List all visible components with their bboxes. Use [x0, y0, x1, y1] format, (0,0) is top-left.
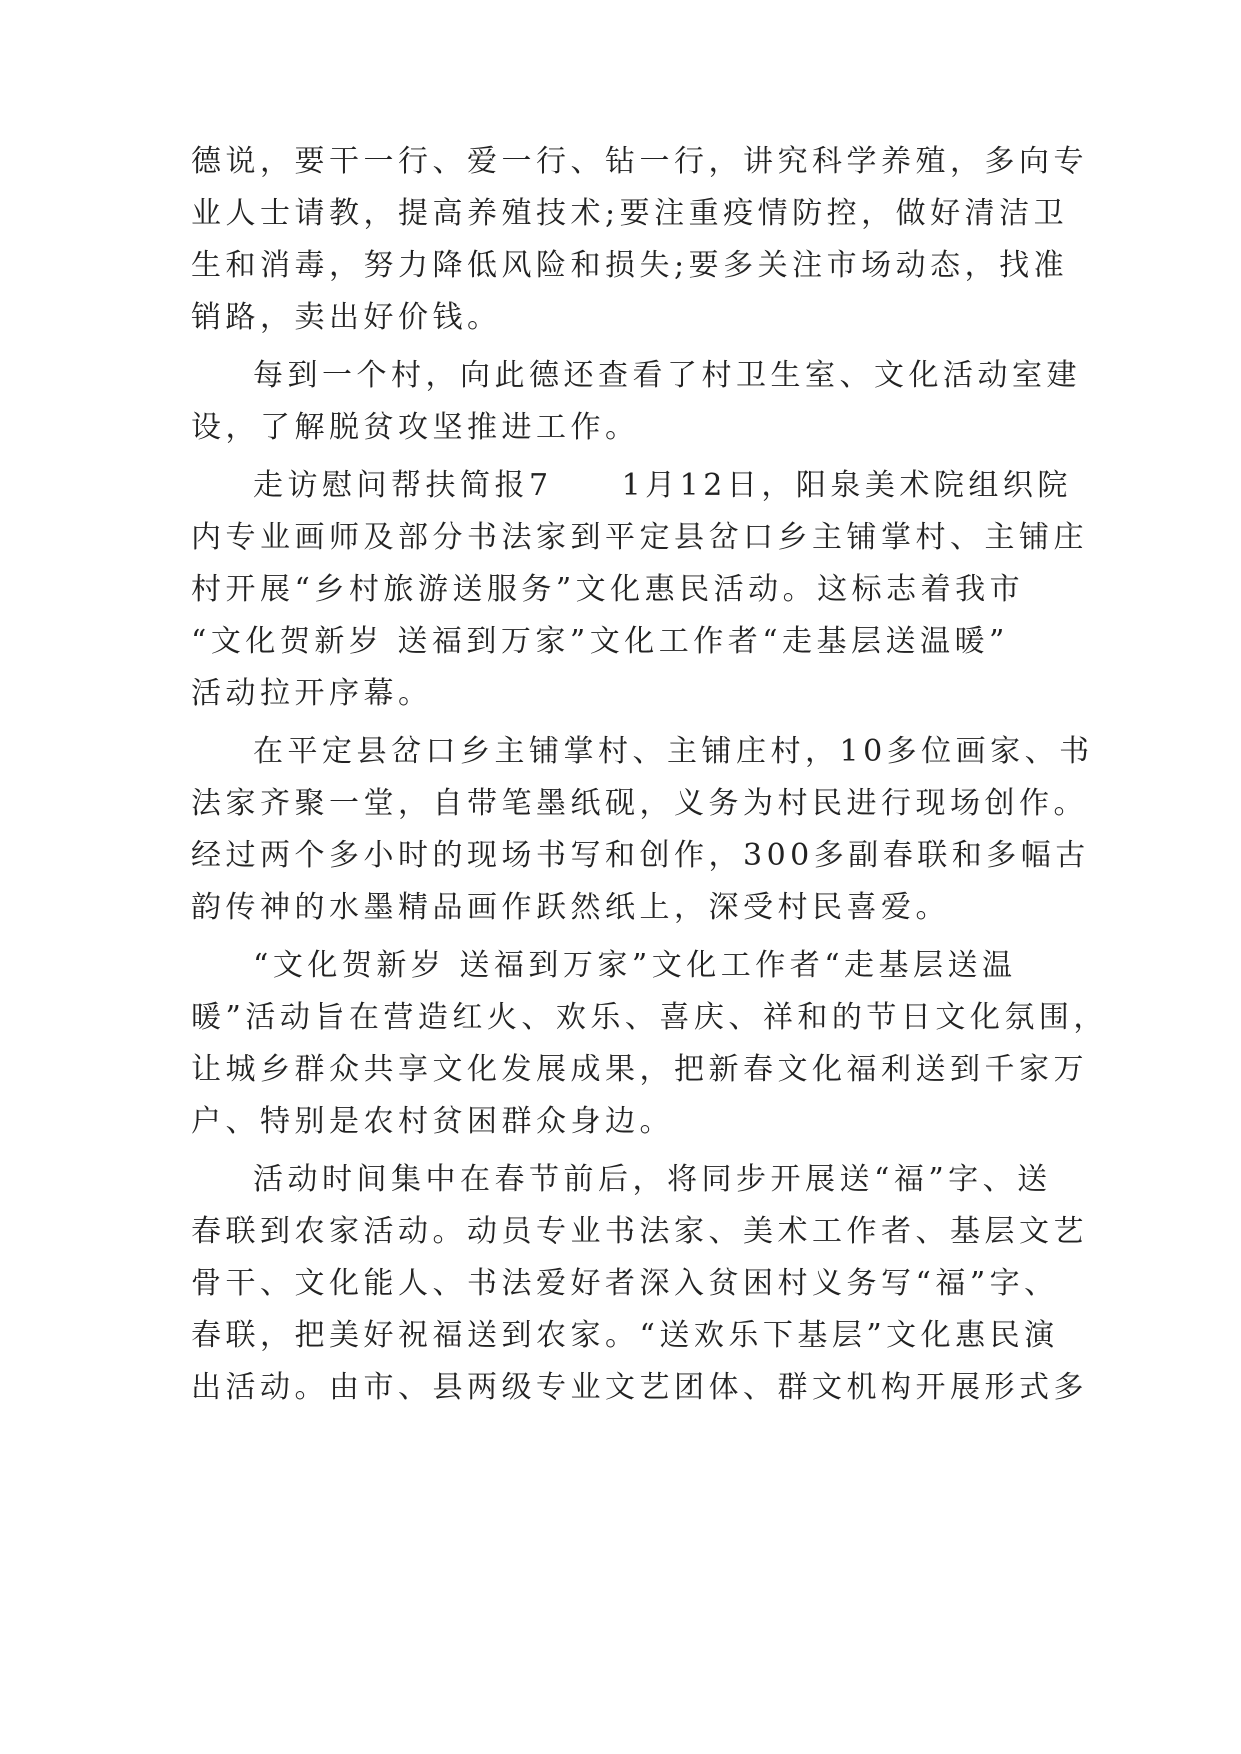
- text-line: “文化贺新岁 送福到万家”文化工作者“走基层送温暖”: [191, 624, 1009, 659]
- paragraph-first-line: 活动时间集中在春节前后，将同步开展送“福”字、送: [253, 1162, 1052, 1197]
- text-line: 生和消毒，努力降低风险和损失;要多关注市场动态，找准: [191, 248, 1069, 283]
- text-line: 经过两个多小时的现场书写和创作，300多副春联和多幅古: [191, 838, 1090, 873]
- text-line: 春联到农家活动。动员专业书法家、美术工作者、基层文艺: [191, 1214, 1088, 1249]
- text-line: 让城乡群众共享文化发展成果，把新春文化福利送到千家万: [191, 1052, 1088, 1087]
- text-line: 销路，卖出好价钱。: [191, 300, 502, 335]
- text-line: 韵传神的水墨精品画作跃然纸上，深受村民喜爱。: [191, 890, 950, 925]
- text-line: 出活动。由市、县两级专业文艺团体、群文机构开展形式多: [191, 1370, 1088, 1405]
- text-line: 业人士请教，提高养殖技术;要注重疫情防控，做好清洁卫: [191, 196, 1069, 231]
- text-line: 内专业画师及部分书法家到平定县岔口乡主铺掌村、主铺庄: [191, 520, 1088, 555]
- text-line: 村开展“乡村旅游送服务”文化惠民活动。这标志着我市: [191, 572, 1025, 607]
- text-line: 户、特别是农村贫困群众身边。: [191, 1104, 674, 1139]
- text-line: 活动拉开序幕。: [191, 676, 433, 711]
- text-line: 春联，把美好祝福送到农家。“送欢乐下基层”文化惠民演: [191, 1318, 1059, 1353]
- paragraph-first-line: “文化贺新岁 送福到万家”文化工作者“走基层送温: [253, 948, 1017, 983]
- text-line: 暖”活动旨在营造红火、欢乐、喜庆、祥和的节日文化氛围，: [191, 1000, 1108, 1035]
- paragraph-first-line: 走访慰问帮扶简报7 1月12日，阳泉美术院组织院: [253, 468, 1072, 503]
- text-line: 法家齐聚一堂，自带笔墨纸砚，义务为村民进行现场创作。: [191, 786, 1088, 821]
- text-line: 骨干、文化能人、书法爱好者深入贫困村义务写“福”字、: [191, 1266, 1059, 1301]
- paragraph-first-line: 每到一个村，向此德还查看了村卫生室、文化活动室建: [253, 358, 1081, 393]
- text-line: 设，了解脱贫攻坚推进工作。: [191, 410, 640, 445]
- paragraph-first-line: 在平定县岔口乡主铺掌村、主铺庄村，10多位画家、书: [253, 734, 1094, 769]
- text-line: 德说，要干一行、爱一行、钻一行，讲究科学养殖，多向专: [191, 144, 1088, 179]
